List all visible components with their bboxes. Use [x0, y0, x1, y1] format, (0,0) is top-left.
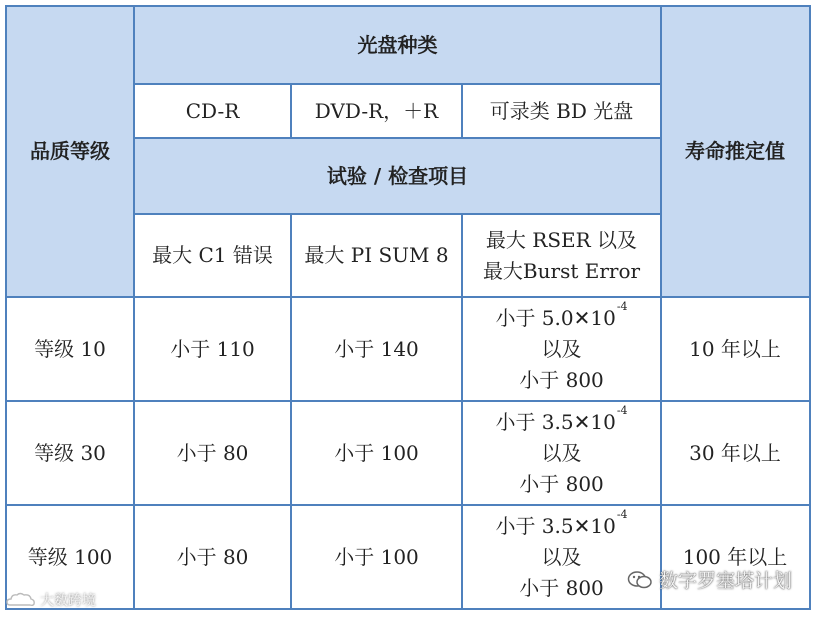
c1-cell: 小于 80	[176, 440, 249, 465]
pi-cell: 小于 100	[334, 440, 419, 465]
test-item-c1: 最大 C1 错误	[152, 243, 273, 267]
grid-line	[660, 5, 662, 610]
grade-cell: 等级 100	[27, 544, 113, 569]
watermark-site: 大数跨境	[6, 590, 96, 610]
test-items-header: 试验 / 检查项目	[134, 138, 661, 214]
table-border-bottom	[5, 608, 811, 610]
life-cell: 100 年以上	[682, 544, 788, 569]
pi-cell: 小于 140	[334, 336, 419, 361]
grid-line	[133, 5, 135, 610]
rser-cell: 小于 $3.5✕10^{-4}$ 以及 小于 800	[495, 403, 628, 496]
watermark-wechat: 数字罗塞塔计划	[627, 566, 792, 593]
quality-grade-header: 品质等级	[6, 6, 134, 297]
rser-cell: 小于 $3.5✕10^{-4}$ 以及 小于 800	[495, 507, 628, 600]
table-border-left	[5, 5, 7, 610]
pi-cell: 小于 100	[334, 544, 419, 569]
grid-line	[134, 213, 662, 215]
grid-line	[5, 504, 811, 506]
cloud-logo-icon	[6, 592, 36, 608]
life-cell: 10 年以上	[689, 336, 781, 361]
test-item-pi: 最大 PI SUM 8	[304, 243, 449, 267]
disc-type-cdr: CD-R	[185, 98, 240, 123]
grid-line	[461, 83, 463, 139]
disc-type-dvdr: DVD-R，＋R	[314, 98, 439, 123]
disc-type-bd: 可录类 BD 光盘	[489, 98, 634, 123]
grid-line	[290, 213, 292, 610]
lifespan-header: 寿命推定值	[661, 6, 809, 297]
disc-type-header: 光盘种类	[134, 6, 661, 84]
life-cell: 30 年以上	[689, 440, 781, 465]
grade-cell: 等级 10	[34, 336, 106, 361]
c1-cell: 小于 110	[170, 336, 255, 361]
test-item-rser: 最大 RSER 以及 最大Burst Error	[482, 227, 641, 283]
table-border-top	[5, 5, 811, 7]
grid-line	[290, 83, 292, 139]
grid-line	[134, 83, 662, 85]
grade-cell: 等级 30	[34, 440, 106, 465]
wechat-icon	[627, 570, 653, 590]
rser-cell: 小于 $5.0✕10^{-4}$ 以及 小于 800	[495, 299, 628, 392]
grid-line	[5, 400, 811, 402]
grid-line	[5, 296, 811, 298]
table-border-right	[809, 5, 811, 610]
grid-line	[134, 137, 662, 139]
grid-line	[461, 213, 463, 610]
c1-cell: 小于 80	[176, 544, 249, 569]
